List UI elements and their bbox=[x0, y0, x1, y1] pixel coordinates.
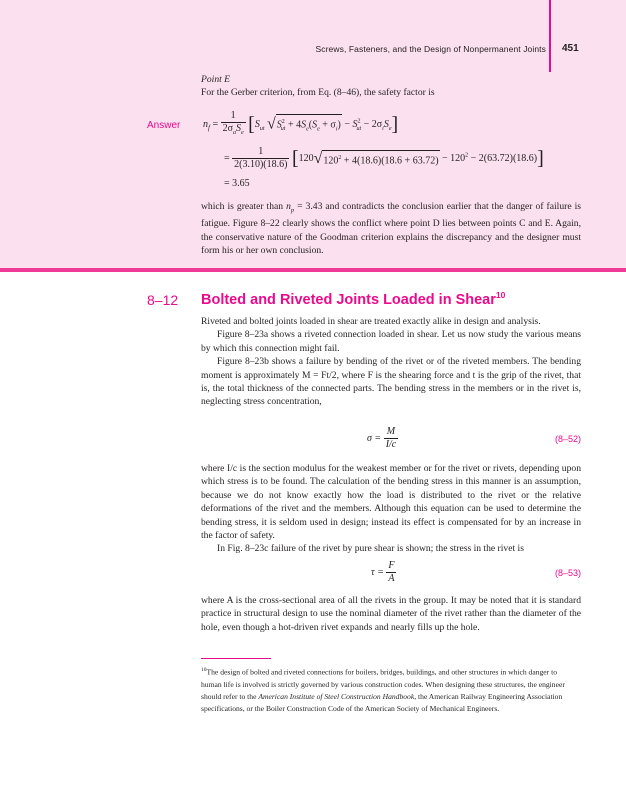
page-number: 451 bbox=[562, 43, 579, 54]
section-body-1 bbox=[201, 315, 581, 409]
paragraph: In Fig. 8–23c failure of the rivet by pure shear is shown; the stress in the rivet is bbox=[217, 543, 524, 555]
section-body-2 bbox=[201, 462, 581, 556]
eq2-numerator: 1 bbox=[232, 146, 289, 159]
eq2-term-c: + 4(18.6)(18.6 + 63.72) bbox=[341, 155, 439, 167]
example-bottom-rule bbox=[0, 268, 626, 272]
eq1-denominator: 2σ bbox=[222, 123, 233, 134]
gerber-intro: For the Gerber criterion, from Eq. (8–46), the safety factor is bbox=[201, 87, 435, 98]
section-number: 8–12 bbox=[147, 292, 179, 308]
eq2-term-d: − 120 bbox=[439, 152, 466, 164]
eq1-numerator: 1 bbox=[221, 110, 246, 123]
eq2-term-a: 120 bbox=[298, 152, 314, 164]
equation-number-8-53: (8–53) bbox=[554, 568, 581, 578]
paragraph: Figure 8–23b shows a failure by bending of the rivet or of the riveted members. The bending moment is approximately M = Ft/2, where F is the shearing force and t is the grip of the rivet, that is, the total thickness of the connected parts. The bending stress in the members or in the rivet is, neglecting stress concentration, bbox=[201, 356, 581, 408]
eq1-fraction: $\frac{1}{2\sigma_aS_e}$ bbox=[222, 110, 244, 136]
eq2-term-b: 120 bbox=[323, 155, 339, 167]
safety-factor-result: = 3.65 bbox=[224, 178, 250, 189]
eq1-lhs-sub: f bbox=[208, 123, 210, 132]
paragraph: Riveted and bolted joints loaded in shear are treated exactly alike in design and analysis. bbox=[201, 316, 541, 327]
footnote-mark: 10 bbox=[201, 667, 207, 673]
paragraph: Figure 8–23a shows a riveted connection loaded in shear. Let us now study the various means by which this connection might fail. bbox=[201, 329, 581, 354]
eq2-term-e: − 2(63.72)(18.6) bbox=[468, 152, 538, 164]
equation-number-8-52: (8–52) bbox=[554, 434, 581, 444]
shear-stress-equation: τ = $\frac{F}{A}$ bbox=[371, 560, 395, 584]
header-vertical-rule bbox=[549, 0, 551, 72]
running-head: Screws, Fasteners, and the Design of Nonpermanent Joints bbox=[315, 44, 546, 54]
footnote: $^{10}$The design of bolted and riveted connections for boilers, bridges, buildings, and other structures in which danger to human life is involved is strictly governed by various construction codes. When designing these structures, the engineer should refer to the American Institute of Steel Construction Handbook, the American Railway Engineering Association specifications, or the Boiler Construction Code of the American Society of Mechanical Engineers. bbox=[201, 667, 565, 714]
paragraph: where A is the cross-sectional area of all the rivets in the group. It may be noted that it is standard practice in structural design to use the nominal diameter of the rivet rather than the diameter of the hole, even though a hot-driven rivet expands and nearly fills up the hole. bbox=[201, 595, 581, 633]
footnote-rule bbox=[201, 658, 271, 659]
bending-stress-equation: σ = $\frac{M}{I/c}$ bbox=[367, 426, 397, 450]
answer-label: Answer bbox=[147, 120, 181, 131]
gerber-numeric-equation: = $\frac{1}{2(3.10)(18.6)}$ $[120√120^2 + 4(18.6)(18.6 + 63.72) - 120^2 - 2(63.72)(18.6)]$ bbox=[224, 146, 544, 170]
eq2-fraction bbox=[232, 146, 289, 171]
eq1-lhs: n bbox=[203, 118, 208, 130]
example-conclusion: which is greater than $n_p = 3.43$ and contradicts the conclusion earlier that the danger of failure is fatigue. Figure 8–22 clearly shows the conflict where point D lies between points C and E. Again, the conservative nature of the Goodman criterion explains the discrepancy and the designer must form his or her own conclusion. bbox=[201, 201, 581, 257]
point-label: Point E bbox=[201, 74, 231, 85]
paragraph: where I/c is the section modulus for the weakest member or for the rivet or rivets, depending upon which stress is to be found. The calculation of the bending stress in this manner is an assumption, because we do not know exactly how the load is distributed to the rivet or the relative deformations of the rivet and the members. Although this equation can be used to determine the bending stress, it is seldom used in design; instead its effect is compensated for by an increase in the factor of safety. bbox=[201, 463, 581, 542]
section-body-3 bbox=[201, 594, 581, 634]
section-title-footnote-mark: 10 bbox=[495, 290, 506, 300]
gerber-equation: $n_f$ = $\frac{1}{2\sigma_aS_e}$ [$S_{ut}$ $√S^2_{ut} + 4S_e(S_e + \sigma_i) - S^2_{ut} - 2\sigma_iS_e$] bbox=[203, 110, 398, 139]
section-title: Bolted and Riveted Joints Loaded in Shear$^{10}$ bbox=[201, 290, 506, 308]
eq2-denominator: 2(3.10)(18.6) bbox=[234, 159, 288, 170]
